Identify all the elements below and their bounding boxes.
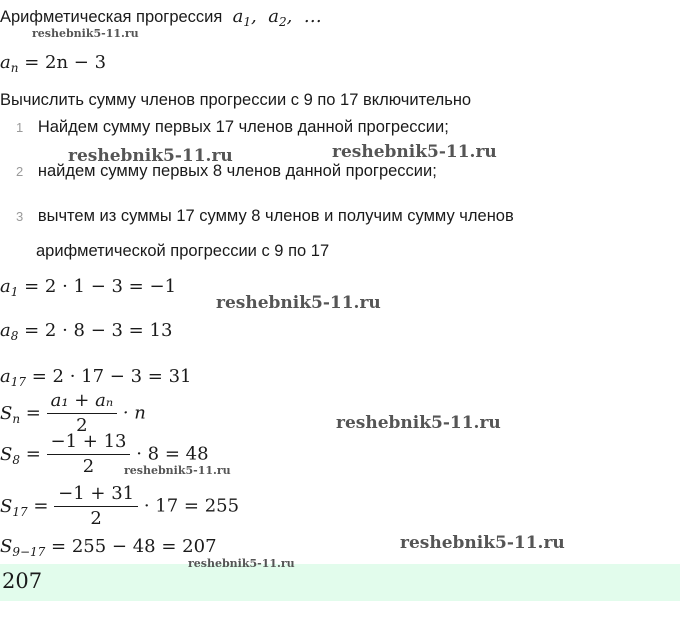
watermark: reshebnik5-11.ru — [336, 413, 501, 433]
task-title-text: Арифметическая прогрессия — [0, 8, 223, 26]
formula-tail: · 17 = 255 — [143, 495, 240, 517]
fraction — [47, 431, 131, 478]
watermark: reshebnik5-11.ru — [32, 27, 139, 40]
step-text: найдем сумму первых 8 членов данной прогрессии; — [37, 162, 437, 180]
fraction-numerator: −1 + 13 — [47, 431, 131, 455]
watermark: reshebnik5-11.ru — [400, 533, 565, 553]
step-3 — [16, 206, 514, 227]
fraction-numerator: −1 + 31 — [54, 483, 138, 507]
formula-tail: · n — [122, 402, 146, 424]
calc-a17: $a_{17} = 2 \cdot 17 - 3 = 31$ — [0, 366, 192, 389]
answer-bar — [0, 564, 680, 601]
calc-s9-17: $S_{9-17} = 255 - 48 = 207$ — [0, 536, 217, 559]
watermark: reshebnik5-11.ru — [124, 464, 231, 477]
sequence-formula: $a_n = 2n - 3$ — [0, 52, 107, 75]
step-text: вычтем из суммы 17 сумму 8 членов и получим сумму членов — [37, 207, 514, 225]
fraction — [54, 483, 138, 530]
step-1 — [16, 117, 449, 138]
calc-s17: $S_{17}$ = $\frac{-1 + 31}{2}$ · 17 = 255 — [0, 483, 240, 529]
formula-sn: $S_n$ = $\frac{\text{a₁ + aₙ}}{2}$ · n — [0, 390, 146, 436]
watermark: reshebnik5-11.ru — [216, 293, 381, 313]
fraction-denominator: 2 — [76, 415, 88, 436]
watermark: reshebnik5-11.ru — [188, 557, 295, 570]
calc-a17-rhs: = 2 · 17 − 3 = 31 — [31, 366, 192, 387]
fraction — [47, 390, 118, 437]
step-number: 3 — [16, 209, 24, 224]
step-number: 2 — [16, 164, 24, 179]
calc-s917-rhs: = 255 − 48 = 207 — [51, 536, 217, 557]
step-number: 1 — [16, 120, 24, 135]
calc-s8: $S_8$ = $\frac{-1 + 13}{2}$ · 8 = 48 — [0, 431, 209, 477]
fraction-denominator: 2 — [90, 508, 102, 529]
calc-a8: $a_8 = 2 \cdot 8 - 3 = 13$ — [0, 320, 173, 343]
task-title: Арифметическая прогрессия $a_1$, $a_2$, … — [0, 6, 322, 29]
fraction-numerator: a₁ + aₙ — [47, 390, 118, 414]
fraction-denominator: 2 — [82, 456, 95, 477]
calc-a1: $a_1 = 2 \cdot 1 - 3 = -1$ — [0, 276, 177, 299]
step-3-continuation: арифметической прогрессии с 9 по 17 — [36, 242, 330, 260]
formula-rhs: = 2n − 3 — [24, 52, 107, 73]
task-question: Вычислить сумму членов прогрессии с 9 по 17 включительно — [0, 91, 472, 109]
calc-a8-rhs: = 2 · 8 − 3 = 13 — [24, 320, 173, 341]
formula-tail: · 8 = 48 — [136, 443, 209, 465]
step-text: Найдем сумму первых 17 членов данной прогрессии; — [37, 118, 449, 136]
watermark: reshebnik5-11.ru — [332, 142, 497, 162]
watermark: reshebnik5-11.ru — [68, 146, 233, 166]
answer-value: 207 — [2, 569, 43, 593]
calc-a1-rhs: = 2 · 1 − 3 = −1 — [24, 276, 177, 297]
